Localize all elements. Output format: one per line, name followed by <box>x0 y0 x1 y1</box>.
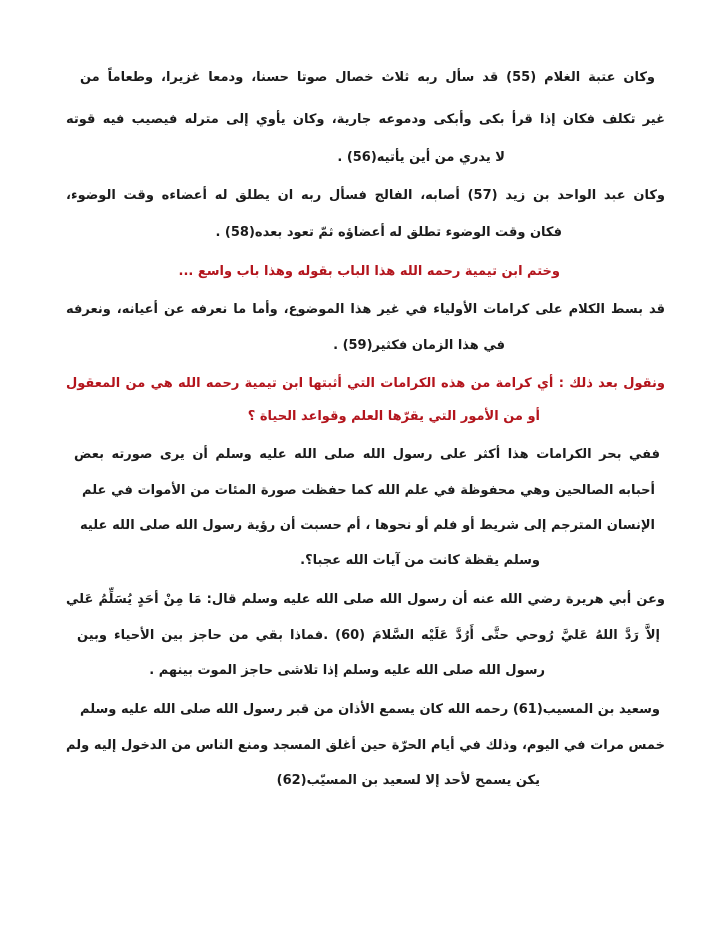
text-line-1 <box>78 62 655 94</box>
text-line-7 <box>64 294 665 326</box>
line-text: أو من الأمور التي يقرّها العلم وقواعد الحياة ؟ <box>247 409 540 424</box>
line-text: أحبابه الصالحين وهي محفوظة في علم الله كما حفظت صورة المئات من الأموات في علم <box>82 483 655 498</box>
line-text: فكان وقت الوضوء تطلق له أعضاؤه ثمّ تعود بعده(58) . <box>215 225 562 240</box>
text-line-20 <box>64 765 540 797</box>
line-text: غير تكلف فكان إذا قرأ بكى وأبكى ودموعه جارية، وكان يأوي إلى مترله فيصيب فيه قوته <box>66 112 665 127</box>
line-text: قد بسط الكلام على كرامات الأولياء في غير هذا الموضوع، وأما ما نعرفه عن أعيانه، ونعرفه <box>66 302 665 317</box>
highlighted-text-line-10 <box>64 401 540 433</box>
text-line-13 <box>78 510 655 542</box>
line-text: ونقول بعد ذلك : أي كرامة من هذه الكرامات التي أثبتها ابن تيمية رحمه الله هي من المعقول <box>66 376 665 391</box>
text-line-2 <box>64 104 665 136</box>
line-text: في هذا الزمان فكثير(59) . <box>333 338 505 353</box>
line-text: خمس مرات في اليوم، وذلك في أيام الحرّة حين أغلق المسجد ومنع الناس من الدخول إليه ولم <box>66 738 665 753</box>
text-line-3 <box>64 142 505 174</box>
text-line-16 <box>75 620 660 652</box>
text-line-15 <box>64 584 665 616</box>
text-line-8 <box>64 330 505 362</box>
line-text: وختم ابن تيمية رحمه الله هذا الباب بقوله وهذا باب واسع ... <box>178 264 560 279</box>
text-line-18 <box>78 694 660 726</box>
text-line-17 <box>64 655 545 687</box>
text-line-12 <box>80 475 655 507</box>
text-line-5 <box>64 217 562 249</box>
line-text: لا يدري من أين يأتيه(56) . <box>337 150 505 165</box>
line-text: ففي بحر الكرامات هذا أكثر على رسول الله صلى الله عليه وسلم أن يرى صورته بعض <box>74 447 660 462</box>
highlighted-text-line-9 <box>64 368 665 400</box>
line-text: إلاَّ رَدَّ اللهُ عَليَّ رُوحي حتَّى أَرُدَّ عَلَيْه السَّلامَ (60) .فماذا بقي من حاجز بين الأحياء وبين <box>77 628 660 643</box>
line-text: وكان عتبة الغلام (55) قد سأل ربه ثلاث خصال صوتا حسنا، ودمعا غزيرا، وطعاماً من <box>79 70 655 85</box>
line-text: وعن أبي هريرة رضي الله عنه أن رسول الله صلى الله عليه وسلم قال: مَا مِنْ أحَدٍ يُسَلِّمُ عَلي <box>66 592 665 607</box>
line-text: الإنسان المترجم إلى شريط أو فلم أو نحوها ، أم حسبت أن رؤية رسول الله صلى الله عليه <box>80 518 655 533</box>
highlighted-text-line-6 <box>64 256 560 288</box>
text-line-14 <box>64 545 540 577</box>
line-text: وكان عبد الواحد بن زيد (57) أصابه، الفالج فسأل ربه ان يطلق له أعضاءه وقت الوضوء، <box>66 188 665 203</box>
line-text: يكن يسمح لأحد إلا لسعيد بن المسيّب(62) <box>276 773 540 788</box>
text-line-11 <box>72 439 660 471</box>
text-line-4 <box>64 180 665 212</box>
line-text: رسول الله صلى الله عليه وسلم إذا تلاشى حاجز الموت بينهم . <box>149 663 545 678</box>
line-text: وسلم يقظة كانت من آيات الله عجبا؟. <box>300 553 540 568</box>
text-line-19 <box>64 730 665 762</box>
line-text: وسعيد بن المسيب(61) رحمه الله كان يسمع الأذان من قبر رسول الله صلى الله عليه وسلم <box>80 702 660 717</box>
